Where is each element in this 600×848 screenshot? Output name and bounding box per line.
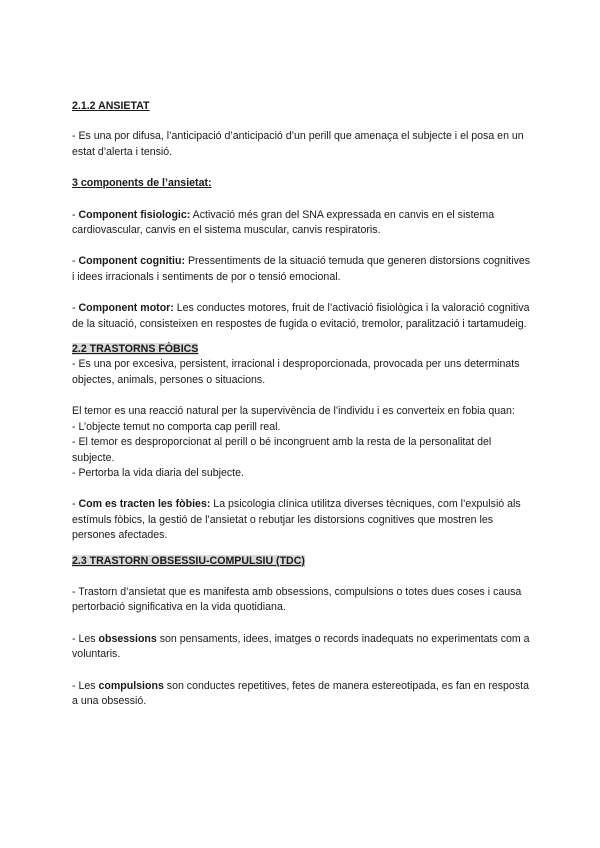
component-motor: - Component motor: Les conductes motores, fruit de l’activació fisiològica i la valoració cognitiva de la situació, consisteixen en respostes de fugida o evitació, tremolor, paralització i tartamudeig. [72,302,530,330]
component-fisiologic: - Component fisiologic: Activació més gran del SNA expressada en canvis en el sistema cardiovascular, canvis en el sistema muscular, canvis respiratoris. [72,208,495,237]
component-term: Component motor: [78,302,174,315]
fobia-condition: - El temor es desproporcionat al perill o bé incongruent amb la resta de la personalitat del subjecte. [72,436,492,464]
heading-tdc: 2.3 TRASTORN OBSESSIU-COMPULSIU (TDC) [72,554,305,567]
heading-ansietat: 2.1.2 ANSIETAT [72,100,150,112]
fobia-condition: - L’objecte temut no comporta cap perill real. [72,420,281,433]
component-term: Component fisiologic: [78,208,191,221]
fobia-definition: - Es una por excesiva, persistent, irracional i desproporcionada, provocada per uns determinats objectes, animals, persones o situacions. [72,358,520,386]
heading-trastorns-fobics: 2.2 TRASTORNS FÒBICS [72,343,199,356]
ansietat-definition: - Es una por difusa, l’anticipació d’anticipació d’un perill que amenaça el subjecte i el posa en un estat d’alerta i tensió. [72,130,524,158]
fobia-intro: El temor es una reacció natural per la supervivència de l’individu i es converteix en fobia quan: [72,405,515,418]
document-content [72,99,532,709]
tdc-definition: - Trastorn d’ansietat que es manifesta amb obsessions, compulsions o totes dues coses i causa pertorbació significativa en la vida quotidiana. [72,585,522,614]
component-term: Component cognitiu: [78,255,185,268]
fobia-treatment: - Com es tracten les fòbies: La psicologia clínica utilitza diverses tècniques, com l’expulsió als estímuls fòbics, la gestió de l’ansietat o rebutjar les distorsions cognitives que mostren les persones afectades. [72,498,521,542]
tdc-compulsions: - Les compulsions son conductes repetitives, fetes de manera estereotipada, es fan en resposta a una obsessió. [72,679,529,707]
tdc-obsessions: - Les obsessions son pensaments, idees, imatges o records inadequats no experimentats com a voluntaris. [72,632,530,661]
heading-components: 3 components de l’ansietat: [72,177,212,190]
component-cognitiu: - Component cognitiu: Pressentiments de la situació temuda que generen distorsions cognitives i idees irracionals i sentiments de por o tensió emocional. [72,255,531,283]
fobia-condition: - Pertorba la vida diaria del subjecte. [72,466,244,479]
